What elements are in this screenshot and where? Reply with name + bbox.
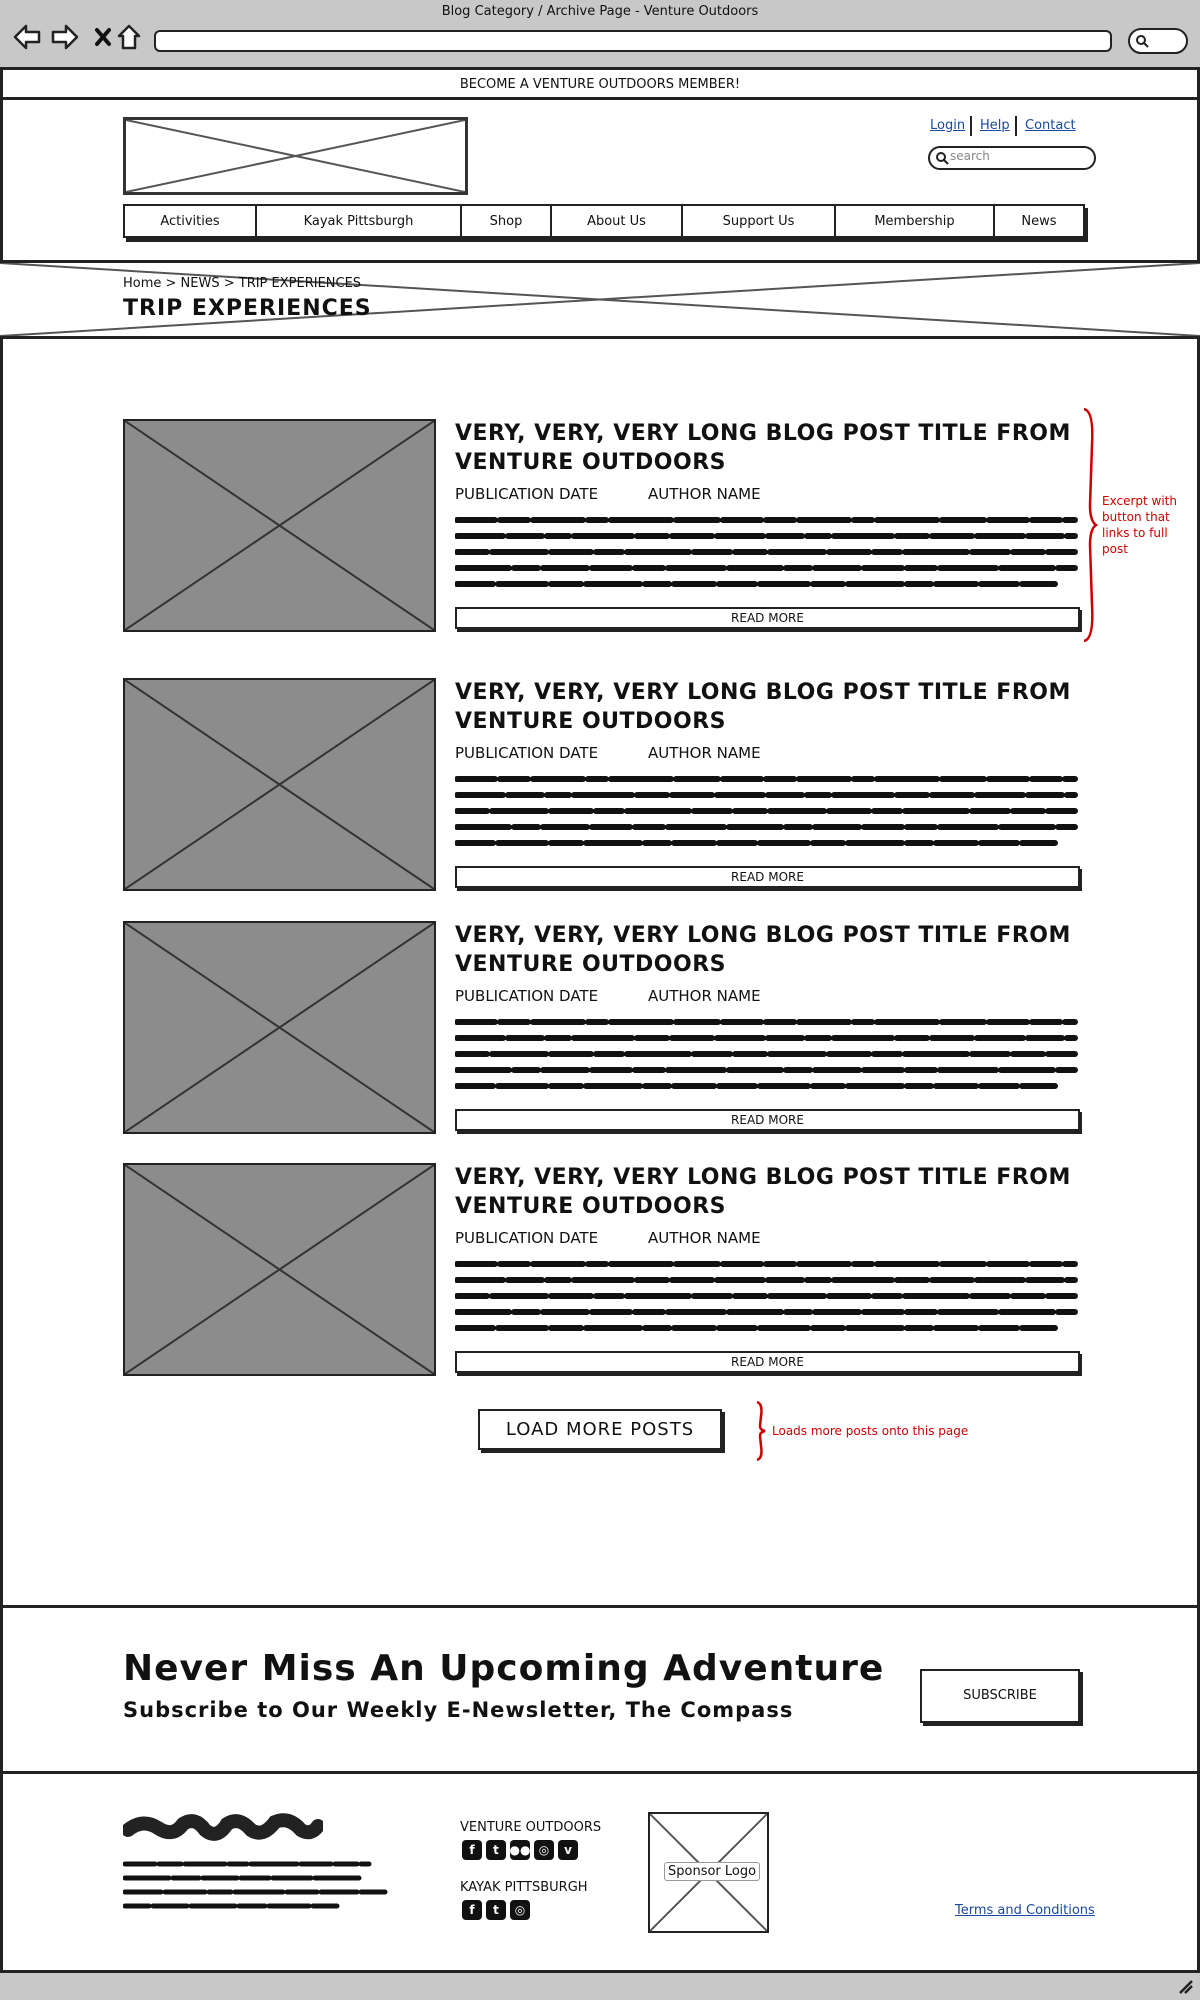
newsletter-title: Never Miss An Upcoming Adventure	[123, 1648, 885, 1689]
read-more-button[interactable]: READ MORE	[455, 1109, 1080, 1131]
post-excerpt-scribble	[455, 1257, 1080, 1337]
nav-item-activities[interactable]: Activities	[125, 206, 257, 236]
post-thumbnail[interactable]	[123, 419, 436, 632]
placeholder-cross-icon	[126, 120, 465, 192]
post-excerpt-scribble	[455, 1015, 1080, 1095]
back-arrow-icon[interactable]	[12, 22, 42, 52]
post-title[interactable]: VERY, VERY, VERY LONG BLOG POST TITLE FROM VENTURE OUTDOORS	[455, 923, 1071, 977]
load-more-posts-button[interactable]: LOAD MORE POSTS	[478, 1409, 722, 1450]
footer-logo-scribble	[123, 1812, 323, 1842]
terms-link[interactable]: Terms and Conditions	[955, 1903, 1095, 1918]
newsletter-subtitle: Subscribe to Our Weekly E-Newsletter, The Compass	[123, 1698, 794, 1722]
post-author: AUTHOR NAME	[648, 1229, 761, 1247]
facebook-icon[interactable]: f	[462, 1840, 482, 1860]
post-excerpt-scribble	[455, 772, 1080, 852]
login-link[interactable]: Login	[930, 118, 966, 133]
link-separator	[1015, 116, 1017, 136]
subscribe-button[interactable]: SUBSCRIBE	[920, 1669, 1080, 1723]
sponsor-logo-label: Sponsor Logo	[664, 1862, 760, 1881]
post-thumbnail[interactable]	[123, 921, 436, 1134]
home-icon[interactable]	[114, 22, 144, 52]
help-link[interactable]: Help	[980, 118, 1010, 133]
nav-item-news[interactable]: News	[1021, 213, 1057, 229]
annotation-brace-icon	[1076, 405, 1100, 645]
instagram-icon[interactable]: ◎	[534, 1840, 554, 1860]
nav-item-kayak-pittsburgh[interactable]: Kayak Pittsburgh	[257, 206, 462, 236]
venture-social-icons	[462, 1840, 578, 1860]
read-more-button[interactable]: READ MORE	[455, 866, 1080, 888]
kayak-pittsburgh-label: KAYAK PITTSBURGH	[460, 1880, 588, 1895]
browser-title: Blog Category / Archive Page - Venture Outdoors	[441, 4, 759, 19]
facebook-icon[interactable]: f	[462, 1900, 482, 1920]
site-logo-placeholder[interactable]	[123, 117, 468, 195]
twitter-icon[interactable]: t	[486, 1840, 506, 1860]
footer-about-scribble	[123, 1858, 393, 1920]
post-title[interactable]: VERY, VERY, VERY LONG BLOG POST TITLE FROM VENTURE OUTDOORS	[455, 1165, 1071, 1219]
flickr-icon[interactable]: ●●	[510, 1840, 530, 1860]
venture-outdoors-label: VENTURE OUTDOORS	[460, 1820, 602, 1835]
membership-announcement[interactable]: BECOME A VENTURE OUTDOORS MEMBER!	[0, 70, 1200, 100]
link-separator	[970, 116, 972, 136]
read-more-button[interactable]: READ MORE	[455, 1351, 1080, 1373]
post-author: AUTHOR NAME	[648, 987, 761, 1005]
post-excerpt-scribble	[455, 513, 1080, 593]
url-bar[interactable]	[154, 30, 1112, 52]
post-date: PUBLICATION DATE	[455, 987, 599, 1005]
image-placeholder-icon	[125, 421, 434, 630]
vimeo-icon[interactable]: v	[558, 1840, 578, 1860]
instagram-icon[interactable]: ◎	[510, 1900, 530, 1920]
image-placeholder-icon	[125, 680, 434, 889]
post-title[interactable]: VERY, VERY, VERY LONG BLOG POST TITLE FROM VENTURE OUTDOORS	[455, 421, 1071, 475]
breadcrumb[interactable]: Home > NEWS > TRIP EXPERIENCES	[123, 276, 362, 291]
post-date: PUBLICATION DATE	[455, 1229, 599, 1247]
excerpt-annotation: Excerpt with button that links to full post	[1102, 494, 1177, 556]
post-thumbnail[interactable]	[123, 1163, 436, 1376]
page-title: TRIP EXPERIENCES	[123, 296, 372, 321]
contact-link[interactable]: Contact	[1025, 118, 1076, 133]
post-author: AUTHOR NAME	[648, 744, 761, 762]
browser-search-field[interactable]	[1128, 28, 1188, 54]
forward-arrow-icon[interactable]	[50, 22, 80, 52]
annotation-brace-icon	[751, 1400, 769, 1462]
twitter-icon[interactable]: t	[486, 1900, 506, 1920]
browser-status-bar	[0, 1970, 1200, 2000]
nav-item-membership[interactable]: Membership	[836, 206, 995, 236]
nav-item-about-us[interactable]: About Us	[552, 206, 683, 236]
newsletter-divider	[0, 1605, 1200, 1608]
kayak-social-icons	[462, 1900, 530, 1920]
post-date: PUBLICATION DATE	[455, 485, 599, 503]
post-author: AUTHOR NAME	[648, 485, 761, 503]
search-icon	[1134, 33, 1150, 49]
main-nav	[123, 204, 1085, 238]
post-thumbnail[interactable]	[123, 678, 436, 891]
resize-grip-icon[interactable]	[1176, 1977, 1194, 1995]
search-placeholder: search	[950, 149, 990, 163]
nav-item-support-us[interactable]: Support Us	[683, 206, 836, 236]
footer-divider	[0, 1771, 1200, 1774]
post-date: PUBLICATION DATE	[455, 744, 599, 762]
nav-item-shop[interactable]: Shop	[462, 206, 552, 236]
load-more-annotation: Loads more posts onto this page	[772, 1424, 969, 1438]
search-icon	[935, 151, 949, 165]
read-more-button[interactable]: READ MORE	[455, 607, 1080, 629]
post-title[interactable]: VERY, VERY, VERY LONG BLOG POST TITLE FROM VENTURE OUTDOORS	[455, 680, 1071, 734]
image-placeholder-icon	[125, 923, 434, 1132]
image-placeholder-icon	[125, 1165, 434, 1374]
